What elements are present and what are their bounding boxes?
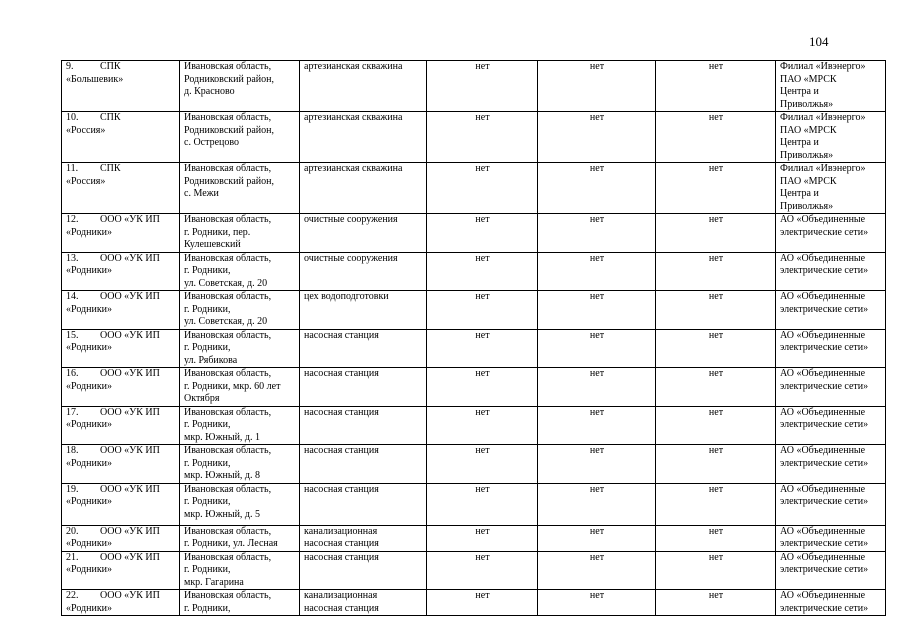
address-line: г. Родники, [184, 265, 231, 276]
grid-organization-line: АО «Объединенные [780, 445, 866, 456]
grid-organization-line: ПАО «МРСК [780, 73, 837, 85]
grid-organization-cell [776, 551, 886, 590]
address-cell [180, 551, 300, 590]
organization-name: «Родники» [66, 538, 113, 549]
organization-name: «Родники» [66, 496, 113, 507]
address-line: ул. Советская, д. 20 [184, 316, 268, 327]
grid-organization-cell [776, 329, 886, 368]
organization-type: ООО «УК ИП [100, 551, 160, 563]
grid-organization-cell [776, 483, 886, 525]
owner-cell [62, 590, 180, 616]
grid-organization-line: Приволжья» [780, 200, 834, 212]
value-cell: нет [538, 252, 656, 291]
table-row [62, 483, 886, 525]
table-row [62, 252, 886, 291]
row-number: 13. [66, 252, 79, 264]
object-line: насосная станция [304, 602, 379, 614]
table-row [62, 163, 886, 214]
value-cell: нет [656, 61, 776, 112]
address-line: г. Родники, [184, 342, 231, 353]
value-cell: нет [656, 163, 776, 214]
grid-organization-line: электрические сети» [780, 380, 869, 392]
grid-organization-line: АО «Объединенные [780, 590, 866, 601]
grid-organization-line: АО «Объединенные [780, 406, 866, 418]
object-line: насосная станция [304, 368, 379, 379]
grid-organization-cell [776, 590, 886, 616]
value-cell: нет [538, 525, 656, 551]
organization-type: ООО «УК ИП [100, 445, 160, 456]
owner-cell [62, 291, 180, 330]
grid-organization-line: электрические сети» [780, 303, 869, 315]
organization-type: ООО «УК ИП [100, 406, 160, 418]
grid-organization-line: АО «Объединенные [780, 252, 866, 264]
address-line: д. Красново [184, 86, 235, 97]
organization-name: «Родники» [66, 380, 113, 392]
address-line: Ивановская область, [184, 61, 272, 72]
address-line: мкр. Южный, д. 5 [184, 508, 261, 520]
object-line: артезианская скважина [304, 61, 403, 72]
object-line: насосная станция [304, 406, 379, 418]
table-body [62, 61, 886, 616]
organization-name: «Родники» [66, 342, 113, 353]
organization-name: «Родники» [66, 226, 113, 238]
organization-type: СПК [100, 112, 121, 123]
object-cell [300, 406, 427, 445]
grid-organization-cell [776, 61, 886, 112]
address-line: мкр. Гагарина [184, 576, 244, 588]
address-line: Октября [184, 393, 220, 404]
address-cell [180, 483, 300, 525]
owner-cell [62, 252, 180, 291]
grid-organization-cell [776, 163, 886, 214]
organization-name: «Россия» [66, 124, 106, 136]
grid-organization-line: АО «Объединенные [780, 291, 866, 302]
value-cell: нет [427, 61, 538, 112]
grid-organization-cell [776, 406, 886, 445]
address-line: г. Родники, пер. [184, 226, 251, 238]
address-cell [180, 445, 300, 484]
value-cell: нет [656, 590, 776, 616]
address-line: г. Родники, [184, 457, 231, 469]
address-line: Кулешевский [184, 239, 241, 250]
page-number: 104 [809, 34, 829, 49]
address-line: с. Острецово [184, 137, 240, 148]
address-cell [180, 291, 300, 330]
row-number: 17. [66, 406, 79, 418]
object-cell [300, 551, 427, 590]
owner-cell [62, 163, 180, 214]
grid-organization-line: электрические сети» [780, 226, 869, 238]
table-row [62, 329, 886, 368]
value-cell: нет [538, 445, 656, 484]
organization-type: ООО «УК ИП [100, 291, 160, 302]
grid-organization-line: электрические сети» [780, 564, 869, 575]
organization-name: «Родники» [66, 564, 113, 575]
grid-organization-line: АО «Объединенные [780, 551, 866, 563]
address-line: мкр. Южный, д. 8 [184, 470, 261, 481]
value-cell: нет [538, 590, 656, 616]
address-line: Ивановская область, [184, 590, 272, 601]
address-line: Ивановская область, [184, 329, 272, 341]
object-cell [300, 368, 427, 407]
value-cell: нет [538, 61, 656, 112]
row-number: 15. [66, 329, 79, 341]
address-line: Ивановская область, [184, 214, 272, 225]
value-cell: нет [538, 551, 656, 590]
object-line: артезианская скважина [304, 112, 403, 123]
organization-name: «Большевик» [66, 73, 124, 85]
value-cell: нет [656, 406, 776, 445]
row-number: 20. [66, 525, 79, 537]
address-line: Родниковский район, [184, 124, 274, 136]
address-line: Ивановская область, [184, 163, 272, 174]
grid-organization-line: Приволжья» [780, 149, 834, 161]
address-cell [180, 163, 300, 214]
address-cell [180, 368, 300, 407]
address-cell [180, 252, 300, 291]
address-line: ул. Советская, д. 20 [184, 277, 268, 289]
value-cell: нет [427, 252, 538, 291]
object-line: канализационная [304, 525, 378, 537]
organization-type: СПК [100, 61, 121, 72]
row-number: 14. [66, 291, 79, 302]
grid-organization-line: АО «Объединенные [780, 329, 866, 341]
owner-cell [62, 445, 180, 484]
owner-cell [62, 551, 180, 590]
grid-organization-line: электрические сети» [780, 342, 869, 353]
grid-organization-line: Центра и [780, 137, 819, 148]
organization-name: «Россия» [66, 175, 106, 187]
address-line: г. Родники, [184, 602, 231, 614]
organization-type: ООО «УК ИП [100, 483, 160, 495]
row-number: 9. [66, 61, 74, 72]
object-line: насосная станция [304, 329, 379, 341]
address-line: Ивановская область, [184, 291, 272, 302]
grid-organization-line: АО «Объединенные [780, 483, 866, 495]
table-row [62, 406, 886, 445]
table-row [62, 445, 886, 484]
organization-type: ООО «УК ИП [100, 590, 160, 601]
value-cell: нет [656, 551, 776, 590]
grid-organization-cell [776, 252, 886, 291]
address-cell [180, 406, 300, 445]
value-cell: нет [656, 291, 776, 330]
value-cell: нет [427, 483, 538, 525]
address-line: г. Родники, [184, 564, 231, 575]
row-number: 22. [66, 590, 79, 601]
object-line: цех водоподготовки [304, 291, 389, 302]
address-cell [180, 214, 300, 253]
value-cell: нет [427, 551, 538, 590]
object-cell [300, 112, 427, 163]
value-cell: нет [538, 483, 656, 525]
owner-cell [62, 483, 180, 525]
address-line: г. Родники, ул. Лесная [184, 538, 278, 549]
address-cell [180, 112, 300, 163]
value-cell: нет [656, 483, 776, 525]
row-number: 12. [66, 214, 79, 225]
table-row [62, 525, 886, 551]
value-cell: нет [538, 214, 656, 253]
organization-type: ООО «УК ИП [100, 525, 160, 537]
infrastructure-table [61, 60, 886, 616]
table-row [62, 214, 886, 253]
table-row [62, 368, 886, 407]
grid-organization-line: АО «Объединенные [780, 525, 866, 537]
grid-organization-line: Филиал «Ивэнерго» [780, 112, 866, 123]
organization-type: ООО «УК ИП [100, 252, 160, 264]
grid-organization-cell [776, 368, 886, 407]
object-line: насосная станция [304, 445, 379, 456]
organization-name: «Родники» [66, 419, 113, 430]
address-cell [180, 590, 300, 616]
value-cell: нет [656, 329, 776, 368]
organization-name: «Родники» [66, 457, 113, 469]
value-cell: нет [538, 329, 656, 368]
object-cell [300, 163, 427, 214]
owner-cell [62, 61, 180, 112]
grid-organization-line: Филиал «Ивэнерго» [780, 163, 866, 174]
owner-cell [62, 406, 180, 445]
address-line: г. Родники, [184, 303, 231, 315]
grid-organization-line: Приволжья» [780, 98, 834, 110]
grid-organization-line: АО «Объединенные [780, 214, 866, 225]
grid-organization-line: электрические сети» [780, 419, 869, 430]
row-number: 21. [66, 551, 79, 563]
value-cell: нет [427, 445, 538, 484]
object-line: насосная станция [304, 551, 379, 563]
address-line: Ивановская область, [184, 483, 272, 495]
grid-organization-line: электрические сети» [780, 265, 869, 276]
object-line: насосная станция [304, 538, 379, 549]
organization-type: ООО «УК ИП [100, 329, 160, 341]
organization-name: «Родники» [66, 303, 113, 315]
object-cell [300, 590, 427, 616]
value-cell: нет [656, 214, 776, 253]
value-cell: нет [656, 368, 776, 407]
grid-organization-line: электрические сети» [780, 457, 869, 469]
address-line: г. Родники, [184, 496, 231, 507]
address-line: Ивановская область, [184, 112, 272, 123]
table-row [62, 551, 886, 590]
owner-cell [62, 368, 180, 407]
value-cell: нет [538, 406, 656, 445]
address-line: мкр. Южный, д. 1 [184, 431, 261, 443]
grid-organization-line: Филиал «Ивэнерго» [780, 61, 866, 72]
address-line: ул. Рябикова [184, 354, 238, 366]
address-line: Ивановская область, [184, 525, 272, 537]
value-cell: нет [427, 163, 538, 214]
grid-organization-cell [776, 445, 886, 484]
value-cell: нет [538, 368, 656, 407]
owner-cell [62, 329, 180, 368]
address-line: Ивановская область, [184, 368, 272, 379]
object-cell [300, 525, 427, 551]
address-line: Ивановская область, [184, 445, 272, 456]
table-row [62, 291, 886, 330]
value-cell: нет [538, 291, 656, 330]
row-number: 16. [66, 368, 79, 379]
grid-organization-line: электрические сети» [780, 538, 869, 549]
object-cell [300, 252, 427, 291]
object-cell [300, 483, 427, 525]
object-cell [300, 214, 427, 253]
value-cell: нет [427, 291, 538, 330]
table-row [62, 590, 886, 616]
value-cell: нет [656, 252, 776, 291]
address-line: г. Родники, мкр. 60 лет [184, 380, 281, 392]
address-line: Ивановская область, [184, 252, 272, 264]
value-cell: нет [427, 406, 538, 445]
organization-type: СПК [100, 163, 121, 174]
object-cell [300, 445, 427, 484]
organization-type: ООО «УК ИП [100, 214, 160, 225]
row-number: 10. [66, 112, 79, 123]
grid-organization-line: ПАО «МРСК [780, 124, 837, 136]
address-line: Ивановская область, [184, 406, 272, 418]
value-cell: нет [427, 329, 538, 368]
grid-organization-line: ПАО «МРСК [780, 175, 837, 187]
object-line: очистные сооружения [304, 252, 398, 264]
address-line: Родниковский район, [184, 73, 274, 85]
owner-cell [62, 525, 180, 551]
value-cell: нет [656, 525, 776, 551]
object-line: канализационная [304, 590, 378, 601]
value-cell: нет [427, 525, 538, 551]
object-line: артезианская скважина [304, 163, 403, 174]
grid-organization-line: электрические сети» [780, 602, 869, 614]
row-number: 11. [66, 163, 79, 174]
address-line: Родниковский район, [184, 175, 274, 187]
grid-organization-cell [776, 214, 886, 253]
value-cell: нет [427, 368, 538, 407]
object-cell [300, 329, 427, 368]
grid-organization-cell [776, 525, 886, 551]
grid-organization-cell [776, 112, 886, 163]
address-cell [180, 61, 300, 112]
row-number: 18. [66, 445, 79, 456]
owner-cell [62, 214, 180, 253]
value-cell: нет [427, 590, 538, 616]
value-cell: нет [656, 112, 776, 163]
grid-organization-line: АО «Объединенные [780, 368, 866, 379]
address-cell [180, 525, 300, 551]
value-cell: нет [538, 112, 656, 163]
grid-organization-line: Центра и [780, 188, 819, 199]
object-cell [300, 291, 427, 330]
address-line: с. Межи [184, 188, 219, 199]
grid-organization-cell [776, 291, 886, 330]
grid-organization-line: электрические сети» [780, 496, 869, 507]
value-cell: нет [427, 214, 538, 253]
table-row [62, 61, 886, 112]
address-line: г. Родники, [184, 419, 231, 430]
value-cell: нет [427, 112, 538, 163]
grid-organization-line: Центра и [780, 86, 819, 97]
organization-type: ООО «УК ИП [100, 368, 160, 379]
address-line: Ивановская область, [184, 551, 272, 563]
address-cell [180, 329, 300, 368]
row-number: 19. [66, 483, 79, 495]
object-line: очистные сооружения [304, 214, 398, 225]
value-cell: нет [656, 445, 776, 484]
table-row [62, 112, 886, 163]
organization-name: «Родники» [66, 265, 113, 276]
organization-name: «Родники» [66, 602, 113, 614]
object-cell [300, 61, 427, 112]
owner-cell [62, 112, 180, 163]
object-line: насосная станция [304, 483, 379, 495]
value-cell: нет [538, 163, 656, 214]
